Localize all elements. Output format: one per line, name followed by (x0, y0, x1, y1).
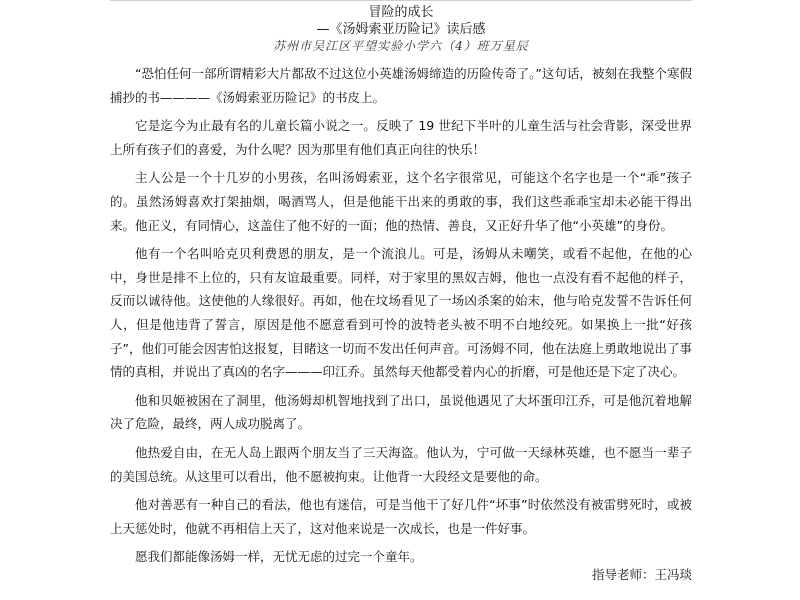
essay-body (110, 62, 692, 574)
paragraph: “恐怕任何一部所谓精彩大片都敌不过这位小英雄汤姆缔造的历险传奇了。”这句话，被刻在我整个寒假捕抄的书————《汤姆索亚历险记》的书皮上。 (110, 66, 692, 105)
paragraph: 愿我们都能像汤姆一样，无忧无虑的过完一个童年。 (135, 549, 423, 565)
paragraph: 它是迄今为止最有名的儿童长篇小说之一。反映了 19 世纪下半叶的儿童生活与社会背影，深受世界上所有孩子们的喜爱，为什么呢？因为那里有他们真正向往的快乐！ (110, 118, 692, 157)
document-page (110, 0, 692, 600)
paragraph: 他和贝姬被困在了洞里，他汤姆却机智地找到了出口，虽说他遇见了大坏蛋印江乔，可是他沉着地解决了危险，最终，两人成功脱离了。 (110, 392, 692, 432)
essay-title: 冒险的成长 (368, 5, 434, 20)
author-line: 苏州市吴江区平望实验小学六（4）班万星辰 (273, 39, 529, 53)
teacher-signature: 指导老师：王冯琰 (591, 567, 692, 582)
essay-subtitle: —《汤姆索亚历险记》读后感 (316, 22, 486, 37)
top-divider (110, 0, 692, 1)
paragraph: 他对善恶有一种自己的看法，他也有迷信，可是当他干了好几件“坏事”时依然没有被雷劈死时，或被上天惩处时，他就不再相信上天了，这对他来说是一次成长，也是一件好事。 (110, 497, 692, 536)
paragraph: 他有一个名叫哈克贝利费恩的朋友，是一个流浪儿。可是，汤姆从未嘲笑，或看不起他，在他的心中，身世是排不上位的，只有友谊最重要。同样，对于家里的黑奴吉姆，他也一点没有看不起他的样子，反而以诚待他。这使他的人缘很好。再如，他在坟场看见了一场凶杀案的始末，他与哈克发誓不告诉任何人，但是他违背了誓言，原因是他不愿意看到可怜的波特老头被不明不白地绞死。如果换上一批“好孩子”，他们可能会因害怕这报复，目睹这一切而不发出任何声音。可汤姆不同，他在法庭上勇敢地说出了事情的真相，并说出了真凶的名字———印江乔。虽然每天他都受着内心的折磨，可是他还是下定了决心。 (110, 246, 692, 380)
paragraph: 他热爱自由，在无人岛上跟两个朋友当了三天海盗。他认为，宁可做一天绿林英雄，也不愿当一辈子的美国总统。从这里可以看出，他不愿被拘束。让他背一大段经文是要他的命。 (110, 444, 692, 484)
paragraph: 主人公是一个十几岁的小男孩，名叫汤姆索亚，这个名字很常见，可能这个名字也是一个“乖”孩子的。虽然汤姆喜欢打架抽烟，喝酒骂人，但是他能干出来的勇敢的事，我们这些乖乖宝却未必能干得出来。他正义，有同情心，这盖住了他不好的一面；他的热情、善良，又正好升华了他“小英雄”的身份。 (110, 170, 692, 233)
